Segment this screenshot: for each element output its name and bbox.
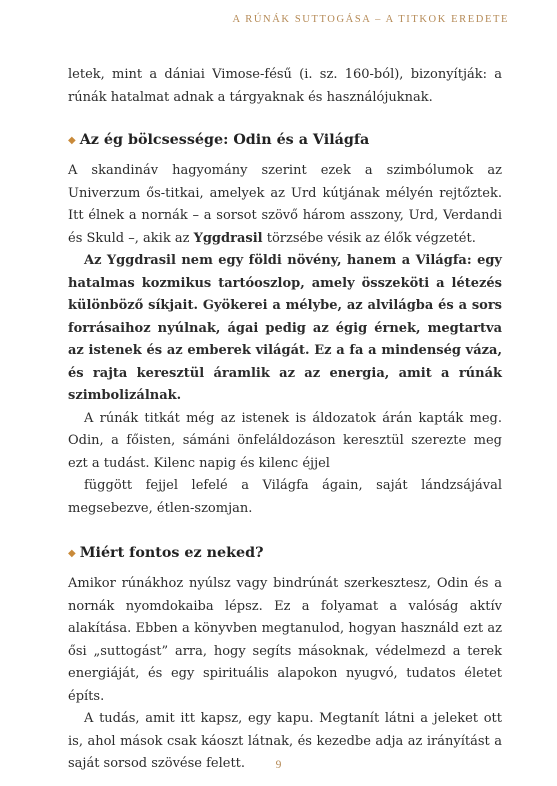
section-heading-why bbox=[68, 542, 502, 566]
section-heading-odin bbox=[68, 129, 502, 153]
diamond-bullet-icon: ◆ bbox=[68, 135, 76, 146]
paragraph-why-important: Amikor rúnákhoz nyúlsz vagy bindrúnát szerkesztesz, Odin és a nornák nyomdokaiba lépsz. Ez a folyamat a valóság aktív alakítása. Ebben a könyvben megtanulod, hogyan használd ezt az ősi „suttogást” arra, hogy segíts másoknak, védelmezd a terek energiáját, és egy spirituális alapokon nyugvó, tudatos életet építs. bbox=[68, 576, 502, 704]
paragraph-continuation: letek, mint a dániai Vimose-fésű (i. sz. 160-ból), bizonyítják: a rúnák hatalmat adnak a tárgyaknak és használójuknak. bbox=[68, 67, 502, 105]
text-span: A skandináv hagyomány szerint ezek a szimbólumok az Univerzum ős-titkai, amelyek az Urd kútjának mélyén rejtőztek. Itt élnek a nornák – a sorsot szövő három asszony, Urd, Verdandi és Skuld –, akik az bbox=[68, 163, 502, 246]
heading-text: Az ég bölcsessége: Odin és a Világfa bbox=[79, 132, 370, 148]
heading-text: Miért fontos ez neked? bbox=[79, 545, 264, 561]
paragraph-yggdrasil-emphasis: Az Yggdrasil nem egy földi növény, hanem a Világfa: egy hatalmas kozmikus tartóoszlop, amely összeköti a létezés különböző síkjait. Gyökerei a mélybe, az alvilágba és a sors forrásaihoz nyúlnak, ágai pedig az égig érnek, megtartva az istenek és az emberek világát. Ez a fa a mindenség váza, és rajta keresztül áramlik az az energia, amit a rúnák szimbolizálnak. bbox=[68, 253, 502, 403]
paragraph-odin-hanging: függött fejjel lefelé a Világfa ágain, saját lándzsájával megsebezve, étlen-szomjan. bbox=[68, 478, 502, 516]
paragraph-knowledge-gate: A tudás, amit itt kapsz, egy kapu. Megtanít látni a jeleket ott is, ahol mások csak káoszt látnak, és kezedbe adja az irányítást a saját sorsod szövése felett. bbox=[68, 711, 502, 771]
diamond-bullet-icon: ◆ bbox=[68, 548, 76, 559]
paragraph-odin-sacrifice: A rúnák titkát még az istenek is áldozatok árán kapták meg. Odin, a főisten, sámáni önfeláldozáson keresztül szerezte meg ezt a tudást. Kilenc napig és kilenc éjjel bbox=[68, 410, 502, 471]
text-span: törzsébe vésik az élők végzetét. bbox=[262, 230, 476, 246]
paragraph-norns bbox=[68, 160, 502, 250]
page-body bbox=[68, 64, 502, 776]
running-header: A RÚNÁK SUTTOGÁSA – A TITKOK EREDETE bbox=[232, 14, 509, 25]
bold-term-yggdrasil: Yggdrasil bbox=[193, 230, 263, 246]
page-number: 9 bbox=[275, 759, 282, 771]
